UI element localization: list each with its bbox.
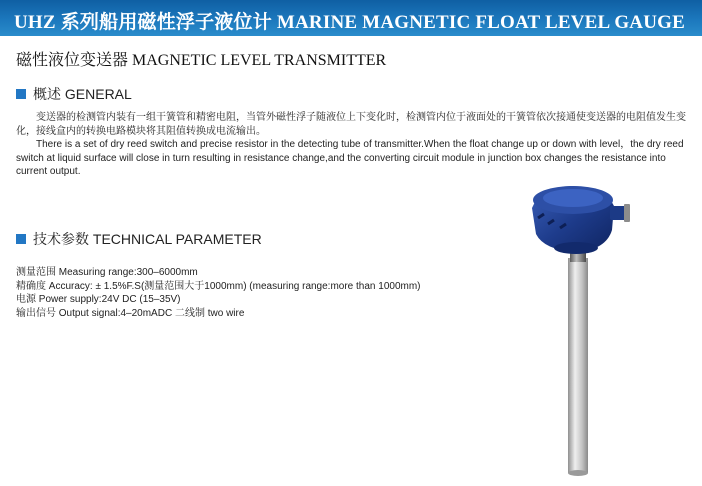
square-bullet-icon: [16, 89, 26, 99]
product-subtitle: 磁性液位变送器 MAGNETIC LEVEL TRANSMITTER: [16, 52, 387, 69]
transmitter-photo: [518, 178, 638, 478]
title-banner: [0, 0, 702, 36]
param-power-supply: 电源 Power supply:24V DC (15–35V): [16, 294, 181, 305]
technical-heading-label: 技术参数 TECHNICAL PARAMETER: [33, 231, 262, 247]
general-paragraph-en: There is a set of dry reed switch and precise resistor in the detecting tube of transmitter.When the float change up or down with level，the dry reed switch at liquid surface will close in turn resulting in resistance change,and the converting circuit module in junction box changes the resistance into current output.: [16, 139, 684, 177]
junction-box-head: [532, 186, 630, 254]
general-heading-label: 概述 GENERAL: [33, 86, 132, 102]
general-heading: [16, 84, 132, 104]
rod: [568, 258, 588, 476]
square-bullet-icon: [16, 234, 26, 244]
parameter-list: [16, 266, 421, 320]
banner-title: UHZ 系列船用磁性浮子液位计 MARINE MAGNETIC FLOAT LEVEL GAUGE: [14, 12, 685, 33]
param-measuring-range: 测量范围 Measuring range:300–6000mm: [16, 267, 198, 278]
general-paragraph-cn: 变送器的检测管内装有一组干簧管和精密电阻，当管外磁性浮子随液位上下变化时，检测管内位于液面处的干簧管依次接通使变送器的电阻值发生变化，接线盒内的转换电路模块将其阻值转换成电流输出。: [16, 112, 686, 137]
param-output-signal: 输出信号 Output signal:4–20mADC 二线制 two wire: [16, 307, 245, 319]
technical-heading: [16, 229, 262, 249]
param-accuracy: 精确度 Accuracy: ± 1.5%F.S(测量范围大于1000mm) (measuring range:more than 1000mm): [16, 280, 421, 292]
